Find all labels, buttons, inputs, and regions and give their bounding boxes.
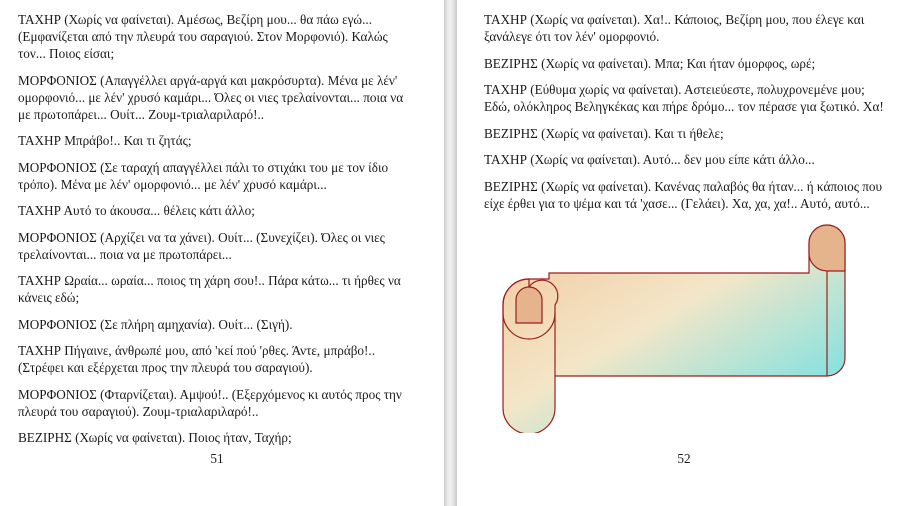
right-page-text <box>484 11 884 221</box>
dialogue-paragraph: ΤΑΧΗΡ (Χωρίς να φαίνεται). Αμέσως, Βεζίρη μου... θα πάω εγώ... (Εμφανίζεται από την πλευρά του σαραγιού. Στον Μορφονιό). Καλώς τον... Ποιος είσαι; <box>18 12 388 61</box>
book-gutter <box>444 0 457 506</box>
dialogue-paragraph: ΤΑΧΗΡ Ωραία... ωραία... ποιος τη χάρη σου!.. Πάρα κάτω... τι ήρθες να κάνεις εδώ; <box>18 273 401 305</box>
dialogue-paragraph: ΒΕΖΙΡΗΣ (Χωρίς να φαίνεται). Μπα; Και ήταν όμορφος, ωρέ; <box>484 55 816 71</box>
dialogue-paragraph: ΤΑΧΗΡ (Χωρίς να φαίνεται). Χα!.. Κάποιος, Βεζίρη μου, που έλεγε και ξανάλεγε ότι τον λέν' ομορφονιό. <box>484 12 865 44</box>
dialogue-paragraph: ΜΟΡΦΟΝΙΟΣ (Σε ταραχή απαγγέλλει πάλι το στιχάκι του με τον ίδιο τρόπο). Μένα με λέν' ομορφονιό... με λέν' χρυσό καμάρι... <box>18 159 389 192</box>
dialogue-paragraph: ΒΕΖΙΡΗΣ (Χωρίς να φαίνεται). Ποιος ήταν, Ταχήρ; <box>18 430 292 445</box>
left-page-text <box>18 11 418 456</box>
dialogue-paragraph: ΜΟΡΦΟΝΙΟΣ (Απαγγέλλει αργά-αργά και μακρόσυρτα). Μένα με λέν' ομορφονιό... με λέν' χρυσό καμάρι... Όλες οι νιες τρελαίνονται... ποια να με πρωτοπάρει... Ουίτ... Ζουμ-τριαλαριλαρό!.. <box>18 72 404 122</box>
dialogue-paragraph: ΤΑΧΗΡ (Χωρίς να φαίνεται). Αυτό... δεν μου είπε κάτι άλλο... <box>484 152 815 167</box>
page-number-right: 52 <box>677 451 691 466</box>
dialogue-paragraph: ΜΟΡΦΟΝΙΟΣ (Αρχίζει να τα χάνει). Ουίτ... (Συνεχίζει). Όλες οι νιες τρελαίνονται... ποια να με πρωτοπάρει... <box>18 229 385 262</box>
dialogue-paragraph: ΤΑΧΗΡ Μπράβο!.. Και τι ζητάς; <box>18 133 192 148</box>
dialogue-paragraph: ΤΑΧΗΡ Πήγαινε, άνθρωπέ μου, από 'κεί πού 'ρθες. Άντε, μπράβο!.. (Στρέφει και εξέρχεται προς την πλευρά του σαραγιού). <box>18 343 376 375</box>
scroll-banner-illustration <box>497 223 877 433</box>
page-left <box>0 0 444 506</box>
dialogue-paragraph: ΜΟΡΦΟΝΙΟΣ (Σε πλήρη αμηχανία). Ουίτ... (Σιγή). <box>18 316 293 332</box>
dialogue-paragraph: ΜΟΡΦΟΝΙΟΣ (Φταρνίζεται). Αμψού!.. (Εξερχόμενος κι αυτός προς την πλευρά του σαραγιού). Ζουμ-τριαλαριλαρό!.. <box>18 386 402 419</box>
dialogue-paragraph: ΒΕΖΙΡΗΣ (Χωρίς να φαίνεται). Κανένας παλαβός θα ήταν... ή κάποιος που είχε έρθει για το ψέμα και τά 'χασε... (Γελάει). Χα, χα, χα!.. Αυτό, αυτό... <box>484 178 883 211</box>
dialogue-paragraph: ΤΑΧΗΡ (Εύθυμα χωρίς να φαίνεται). Αστειεύεστε, πολυχρονεμένε μου; Εδώ, ολόκληρος Βεληγκέκας και πήρε δρόμο... τον πέρασε για ξωτικό. Χα! <box>484 82 884 114</box>
page-number-left: 51 <box>210 451 224 466</box>
dialogue-paragraph: ΒΕΖΙΡΗΣ (Χωρίς να φαίνεται). Και τι ήθελε; <box>484 125 724 141</box>
dialogue-paragraph: ΤΑΧΗΡ Αυτό το άκουσα... θέλεις κάτι άλλο; <box>18 203 255 218</box>
page-right <box>457 0 901 506</box>
